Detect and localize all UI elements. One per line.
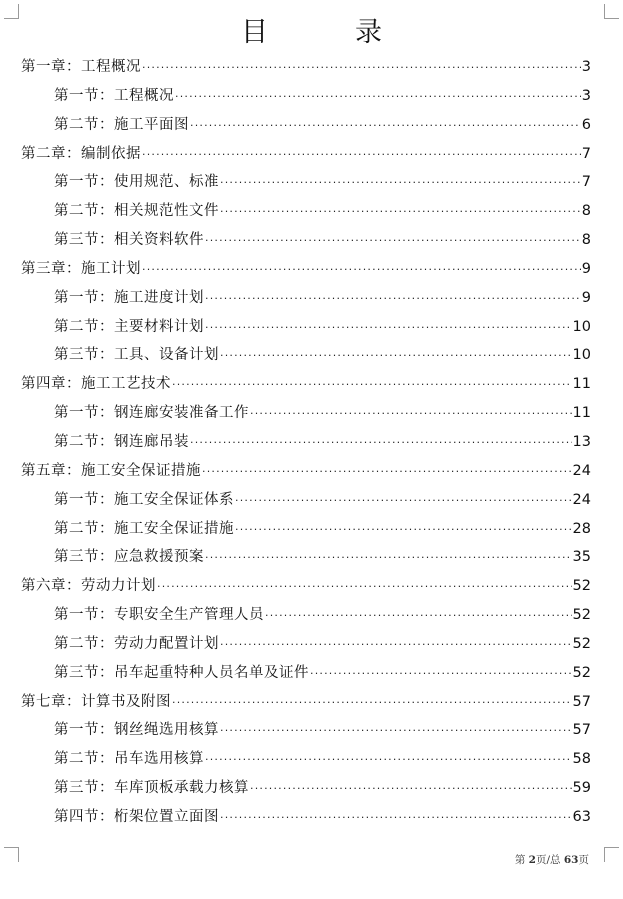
toc-entry-page-number: 10 [572,318,591,335]
toc-chapter-entry[interactable] [0,572,623,601]
page-corner-mark-bottom-right [604,847,619,862]
toc-entry-page-number: 52 [572,578,591,595]
toc-section-entry[interactable] [0,313,623,342]
toc-dot-leader [190,429,572,458]
toc-section-entry[interactable] [0,341,623,370]
toc-entry-page-number: 9 [581,289,591,306]
toc-entry-page-number: 10 [572,347,591,364]
toc-entry-label: 第三节：车库顶板承载力核算 [54,780,249,797]
toc-dot-leader [220,198,581,227]
toc-entry-page-number: 11 [572,405,591,422]
toc-dot-leader [205,746,572,775]
toc-chapter-entry[interactable] [0,255,623,284]
toc-section-entry[interactable] [0,745,623,774]
toc-chapter-entry[interactable] [0,688,623,717]
toc-entry-label: 第三节：应急救援预案 [54,549,204,566]
toc-dot-leader [220,717,572,746]
toc-entry-page-number: 7 [581,145,591,162]
toc-entry-label: 第六章：劳动力计划 [21,578,156,595]
toc-entry-label: 第一节：施工进度计划 [54,289,204,306]
toc-entry-page-number: 8 [581,203,591,220]
toc-entry-label: 第三节：吊车起重特种人员名单及证件 [54,664,309,681]
toc-chapter-entry[interactable] [0,53,623,82]
toc-entry-label: 第三章：施工计划 [21,260,141,277]
toc-dot-leader [190,112,581,141]
toc-entry-label: 第二节：施工平面图 [54,116,189,133]
toc-section-entry[interactable] [0,601,623,630]
toc-entry-label: 第二节：吊车选用核算 [54,751,204,768]
toc-title: 目 录 [241,17,412,48]
toc-entry-label: 第七章：计算书及附图 [21,693,171,710]
toc-section-entry[interactable] [0,659,623,688]
toc-entry-label: 第二节：相关规范性文件 [54,203,219,220]
toc-section-entry[interactable] [0,486,623,515]
toc-dot-leader [220,804,572,833]
toc-dot-leader [142,141,581,170]
toc-entry-page-number: 3 [581,59,591,75]
toc-section-entry[interactable] [0,803,623,832]
toc-entry-page-number: 35 [572,549,591,566]
toc-entry-label: 第四章：施工工艺技术 [21,376,171,393]
toc-entry-label: 第二节：施工安全保证措施 [54,520,234,537]
toc-dot-leader [157,573,572,602]
table-of-contents [0,53,623,832]
toc-dot-leader [205,285,581,314]
page-corner-mark-bottom-left [4,847,19,862]
toc-entry-label: 第四节：桁架位置立面图 [54,808,219,825]
footer-suffix: 页 [578,854,589,866]
toc-entry-label: 第二节：主要材料计划 [54,318,204,335]
toc-dot-leader [265,602,572,631]
footer-mid: 页/总 [535,854,561,866]
footer-current-page: 2 [528,854,536,866]
toc-section-entry[interactable] [0,82,623,111]
toc-section-entry[interactable] [0,716,623,745]
toc-entry-page-number: 7 [581,174,591,191]
toc-entry-page-number: 9 [581,260,591,277]
toc-section-entry[interactable] [0,284,623,313]
toc-dot-leader [205,227,581,256]
toc-entry-page-number: 28 [572,520,591,537]
toc-section-entry[interactable] [0,226,623,255]
footer-prefix: 第 [514,854,526,866]
toc-dot-leader [220,169,581,198]
toc-section-entry[interactable] [0,428,623,457]
toc-entry-label: 第一节：钢连廊安装准备工作 [54,405,249,422]
toc-entry-page-number: 63 [572,808,591,825]
toc-entry-page-number: 13 [572,433,591,450]
toc-dot-leader [250,400,572,429]
toc-dot-leader [172,689,572,718]
toc-entry-label: 第二节：劳动力配置计划 [54,635,219,652]
toc-section-entry[interactable] [0,197,623,226]
toc-entry-page-number: 8 [581,232,591,249]
toc-entry-label: 第二节：钢连廊吊装 [54,433,189,450]
toc-section-entry[interactable] [0,543,623,572]
toc-entry-page-number: 59 [572,780,591,797]
toc-entry-label: 第一节：专职安全生产管理人员 [54,607,264,624]
toc-entry-page-number: 24 [572,491,591,508]
toc-entry-page-number: 52 [572,664,591,681]
toc-dot-leader [220,631,572,660]
toc-entry-page-number: 11 [572,376,591,393]
toc-dot-leader [220,342,572,371]
toc-section-entry[interactable] [0,399,623,428]
toc-entry-label: 第三节：工具、设备计划 [54,347,219,364]
toc-dot-leader [205,314,572,343]
toc-dot-leader [310,660,572,689]
toc-entry-label: 第一节：钢丝绳选用核算 [54,722,219,739]
toc-entry-label: 第五章：施工安全保证措施 [21,462,201,479]
toc-entry-page-number: 57 [572,722,591,739]
toc-chapter-entry[interactable] [0,140,623,169]
toc-entry-label: 第一节：使用规范、标准 [54,174,219,191]
page-footer [515,852,589,867]
toc-entry-page-number: 52 [572,635,591,652]
toc-section-entry[interactable] [0,168,623,197]
footer-total-pages: 63 [563,854,579,866]
toc-dot-leader [202,458,572,487]
toc-chapter-entry[interactable] [0,370,623,399]
toc-dot-leader [172,371,572,400]
toc-entry-label: 第二章：编制依据 [21,145,141,162]
toc-entry-label: 第三节：相关资料软件 [54,232,204,249]
toc-section-entry[interactable] [0,111,623,140]
toc-entry-page-number: 58 [572,751,591,768]
toc-dot-leader [250,775,572,804]
toc-entry-page-number: 3 [581,87,591,104]
toc-section-entry[interactable] [0,515,623,544]
toc-entry-page-number: 24 [572,462,591,479]
toc-entry-page-number: 6 [581,116,591,133]
toc-entry-label: 第一章：工程概况 [21,59,141,75]
toc-dot-leader [142,256,581,285]
toc-section-entry[interactable] [0,630,623,659]
toc-entry-label: 第一节：工程概况 [54,87,174,104]
toc-dot-leader [175,83,581,112]
toc-entry-label: 第一节：施工安全保证体系 [54,491,234,508]
toc-chapter-entry[interactable] [0,457,623,486]
toc-dot-leader [235,516,572,545]
toc-entry-page-number: 57 [572,693,591,710]
toc-dot-leader [235,487,572,516]
toc-dot-leader [142,54,581,83]
toc-dot-leader [205,544,572,573]
toc-entry-page-number: 52 [572,607,591,624]
toc-section-entry[interactable] [0,774,623,803]
